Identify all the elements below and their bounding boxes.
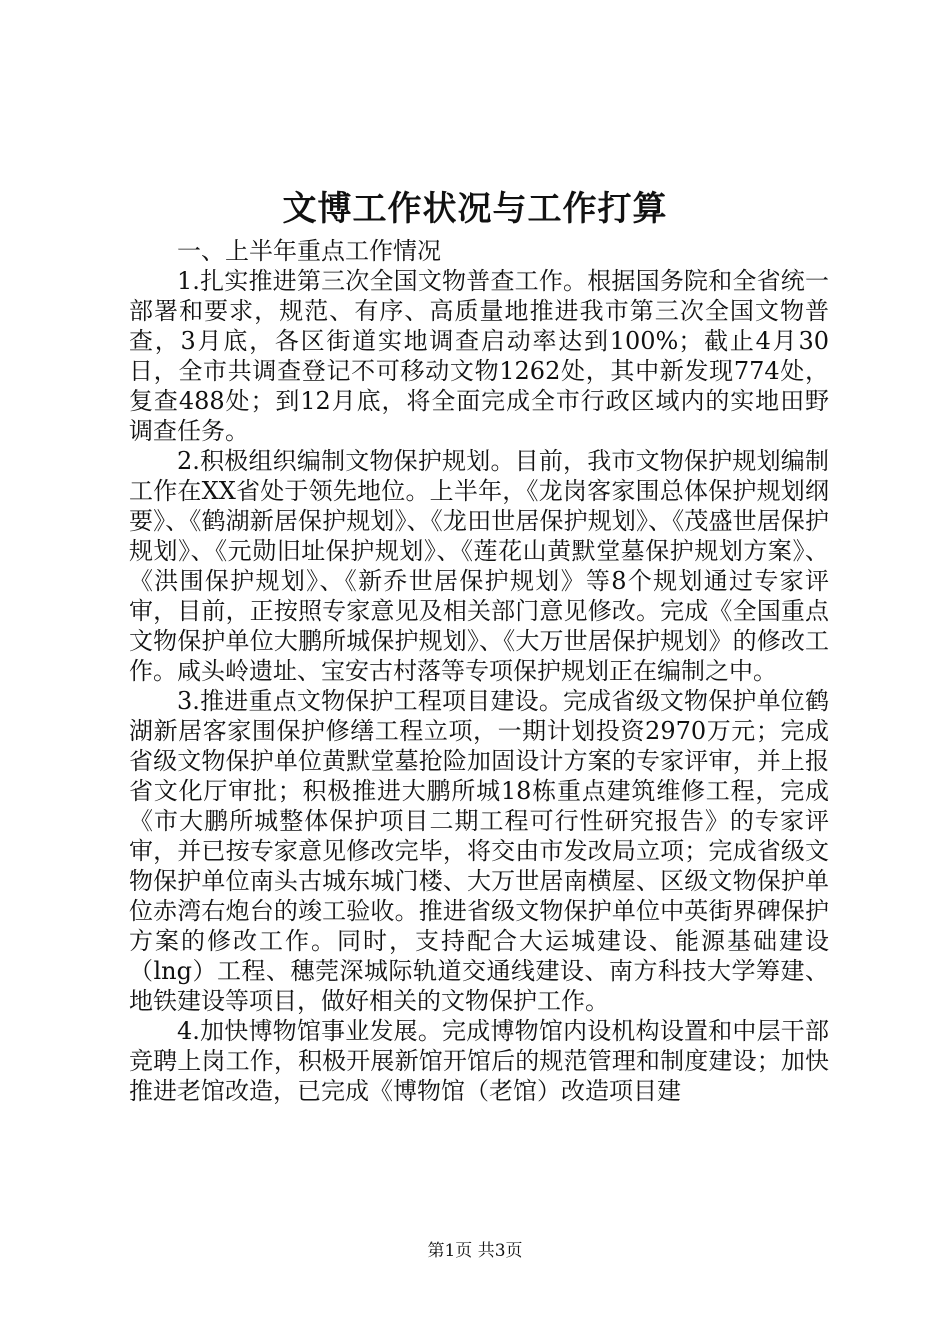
document-title: 文博工作状况与工作打算 [282,189,668,229]
paragraph-protection-planning: 2.积极组织编制文物保护规划。目前，我市文物保护规划编制工作在XX省处于领先地位。上半年，《龙岗客家围总体保护规划纲要》、《鹤湖新居保护规划》、《龙田世居保护规划》、《茂盛世居保护规划》、《元勋旧址保护规划》、《莲花山黄默堂墓保护规划方案》、《洪围保护规划》、《新乔世居保护规划》等8个规划通过专家评审，目前，正按照专家意见及相关部门意见修改。完成《全国重点文物保护单位大鹏所城保护规划》、《大万世居保护规划》的修改工作。咸头岭遗址、宝安古村落等专项保护规划正在编制之中。 [129,447,829,685]
section-heading: 一、上半年重点工作情况 [177,237,441,265]
paragraph-heritage-survey: 1.扎实推进第三次全国文物普查工作。根据国务院和全省统一部署和要求，规范、有序、高质量地推进我市第三次全国文物普查，3月底，各区街道实地调查启动率达到100%；截止4月30日，全市共调查登记不可移动文物1262处，其中新发现774处，复查488处；到12月底，将全面完成全市行政区域内的实地田野调查任务。 [129,267,829,445]
page-number-footer: 第1页 共3页 [427,1241,523,1261]
paragraph-museum-development: 4.加快博物馆事业发展。完成博物馆内设机构设置和中层干部竞聘上岗工作，积极开展新馆开馆后的规范管理和制度建设；加快推进老馆改造，已完成《博物馆（老馆）改造项目建 [129,1017,829,1105]
document-body [129,236,829,1106]
paragraph-protection-projects: 3.推进重点文物保护工程项目建设。完成省级文物保护单位鹤湖新居客家围保护修缮工程立项，一期计划投资2970万元；完成省级文物保护单位黄默堂墓抢险加固设计方案的专家评审，并上报省文化厅审批；积极推进大鹏所城18栋重点建筑维修工程，完成《市大鹏所城整体保护项目二期工程可行性研究报告》的专家评审，并已按专家意见修改完毕，将交由市发改局立项；完成省级文物保护单位南头古城东城门楼、大万世居南横屋、区级文物保护单位赤湾右炮台的竣工验收。推进省级文物保护单位中英街界碑保护方案的修改工作。同时，支持配合大运城建设、能源基础建设（lng）工程、穗莞深城际轨道交通线建设、南方科技大学筹建、地铁建设等项目，做好相关的文物保护工作。 [129,687,829,1015]
